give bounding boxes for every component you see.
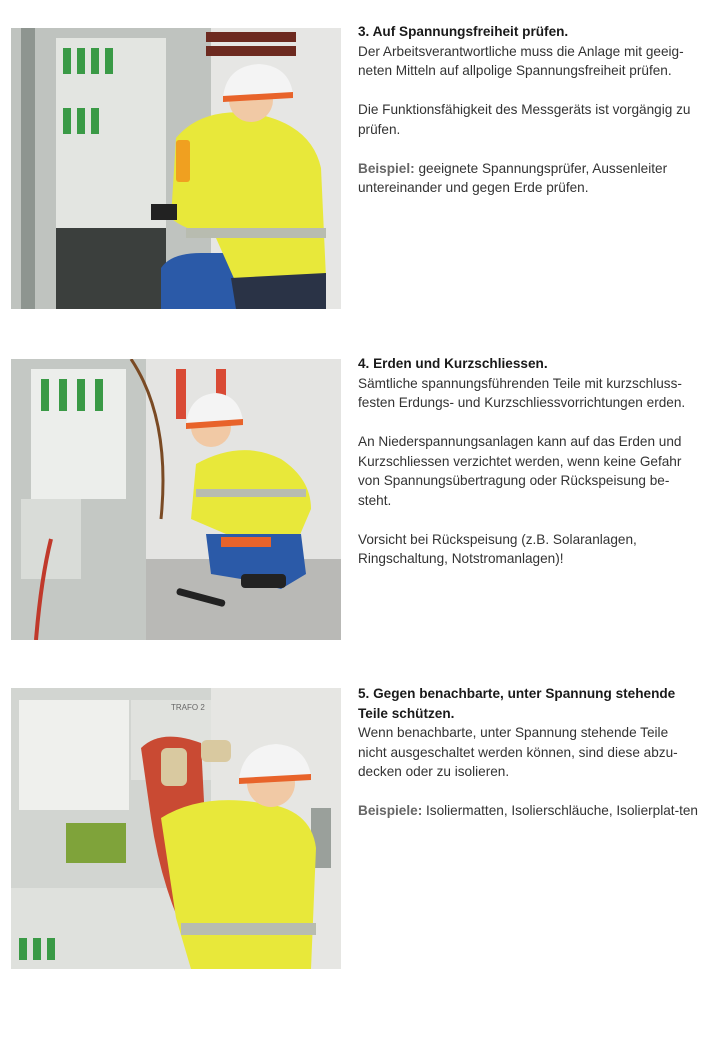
step-3-paragraph: Die Funktionsfähigkeit des Messgeräts ist vorgängig zu prüfen.	[358, 102, 691, 137]
trafo-label: TRAFO 2	[171, 703, 205, 712]
step-5-paragraph: Wenn benachbarte, unter Spannung stehende Teile nicht ausgeschaltet werden können, sind diese abzu-decken oder zu isolieren.	[358, 725, 678, 779]
step-5-text	[358, 684, 698, 840]
step-4-photo	[11, 359, 341, 640]
step-3-paragraph: Der Arbeitsverantwortliche muss die Anlage mit geeig-neten Mitteln auf allpolige Spannungsfreiheit prüfen.	[358, 43, 684, 78]
step-3-text	[358, 22, 698, 217]
step-5-photo	[11, 688, 341, 969]
step-4-paragraph: Sämtliche spannungsführenden Teile mit kurzschluss-festen Erdungs- und Kurzschliessvorrichtungen erden.	[358, 375, 686, 410]
step-5-heading: 5. Gegen benachbarte, unter Spannung stehende Teile schützen.	[358, 686, 676, 721]
step-3-heading: 3. Auf Spannungsfreiheit prüfen.	[358, 24, 569, 39]
step-5-example: Beispiele: Isoliermatten, Isolierschläuche, Isolierplat-ten	[358, 803, 698, 818]
technician-covering-parts-image	[11, 688, 341, 969]
step-4-paragraph: An Niederspannungsanlagen kann auf das Erden und Kurzschliessen verzichtet werden, wenn keine Gefahr von Spannungsübertragung oder Rückspeisung be-steht.	[358, 434, 682, 508]
technician-testing-voltage-image	[11, 28, 341, 309]
step-4-heading: 4. Erden und Kurzschliessen.	[358, 356, 548, 371]
step-3-photo	[11, 28, 341, 309]
step-3-example: Beispiel: geeignete Spannungsprüfer, Aussenleiter untereinander und gegen Erde prüfen.	[358, 160, 668, 195]
step-4-paragraph: Vorsicht bei Rückspeisung (z.B. Solaranlagen, Ringschaltung, Notstromanlagen)!	[358, 531, 637, 566]
technician-grounding-image	[11, 359, 341, 640]
step-4-text	[358, 354, 698, 588]
